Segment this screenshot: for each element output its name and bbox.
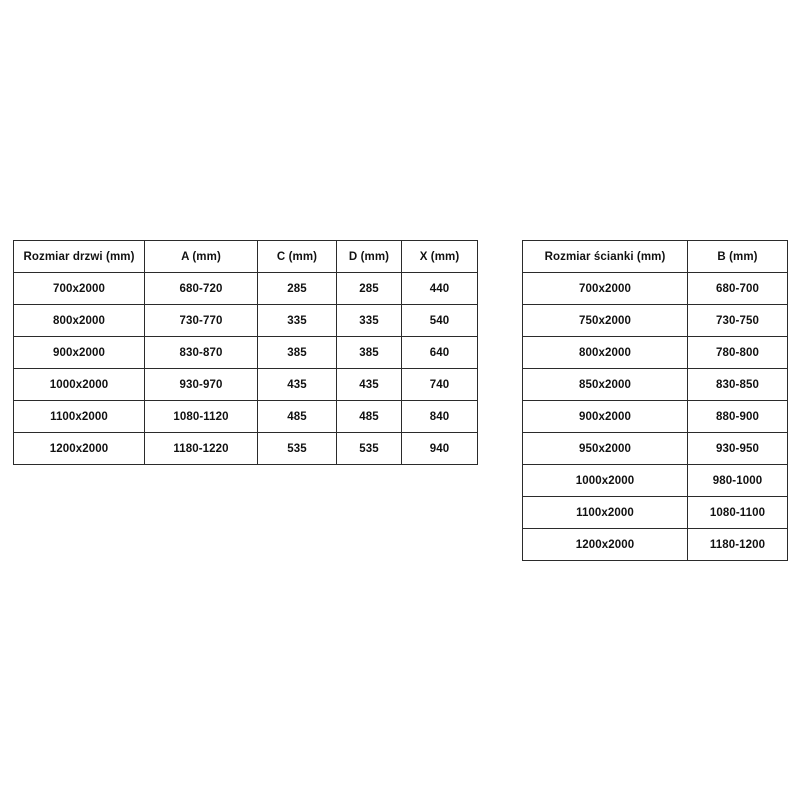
table-cell: 930-950 xyxy=(688,433,788,465)
table-row xyxy=(523,273,788,305)
table-cell: 680-700 xyxy=(688,273,788,305)
table-cell: 850x2000 xyxy=(523,369,688,401)
table-cell: 1080-1100 xyxy=(688,497,788,529)
table-row xyxy=(523,401,788,433)
table-row xyxy=(523,529,788,561)
table-row xyxy=(14,273,478,305)
table-cell: 750x2000 xyxy=(523,305,688,337)
table-cell: 1000x2000 xyxy=(14,369,145,401)
table-cell: 485 xyxy=(258,401,337,433)
table-row xyxy=(14,337,478,369)
table-cell: 980-1000 xyxy=(688,465,788,497)
wall-table-container xyxy=(522,240,788,561)
table-cell: 730-750 xyxy=(688,305,788,337)
table-cell: 680-720 xyxy=(145,273,258,305)
table-cell: 700x2000 xyxy=(523,273,688,305)
table-cell: 1200x2000 xyxy=(14,433,145,465)
doors-dimensions-table xyxy=(13,240,478,465)
table-cell: 640 xyxy=(402,337,478,369)
table-cell: 435 xyxy=(258,369,337,401)
column-header: D (mm) xyxy=(337,241,402,273)
table-cell: 800x2000 xyxy=(523,337,688,369)
doors-table-container xyxy=(13,240,478,465)
table-cell: 730-770 xyxy=(145,305,258,337)
table-cell: 285 xyxy=(258,273,337,305)
table-cell: 335 xyxy=(337,305,402,337)
table-cell: 900x2000 xyxy=(523,401,688,433)
column-header: C (mm) xyxy=(258,241,337,273)
table-cell: 880-900 xyxy=(688,401,788,433)
table-row xyxy=(523,369,788,401)
table-row xyxy=(523,337,788,369)
column-header: A (mm) xyxy=(145,241,258,273)
table-cell: 1100x2000 xyxy=(523,497,688,529)
table-cell: 1200x2000 xyxy=(523,529,688,561)
table-cell: 335 xyxy=(258,305,337,337)
table-cell: 840 xyxy=(402,401,478,433)
table-cell: 740 xyxy=(402,369,478,401)
table-cell: 700x2000 xyxy=(14,273,145,305)
table-cell: 1100x2000 xyxy=(14,401,145,433)
table-cell: 930-970 xyxy=(145,369,258,401)
table-cell: 940 xyxy=(402,433,478,465)
table-cell: 1180-1220 xyxy=(145,433,258,465)
table-cell: 440 xyxy=(402,273,478,305)
column-header: B (mm) xyxy=(688,241,788,273)
table-cell: 950x2000 xyxy=(523,433,688,465)
table-row xyxy=(14,401,478,433)
table-cell: 535 xyxy=(337,433,402,465)
column-header: Rozmiar ścianki (mm) xyxy=(523,241,688,273)
table-cell: 780-800 xyxy=(688,337,788,369)
table-cell: 540 xyxy=(402,305,478,337)
wall-dimensions-table xyxy=(522,240,788,561)
table-cell: 1080-1120 xyxy=(145,401,258,433)
table-cell: 900x2000 xyxy=(14,337,145,369)
table-row xyxy=(523,305,788,337)
table-row xyxy=(14,369,478,401)
table-cell: 385 xyxy=(337,337,402,369)
table-row xyxy=(523,433,788,465)
table-header-row xyxy=(523,241,788,273)
table-row xyxy=(523,497,788,529)
table-row xyxy=(14,433,478,465)
table-cell: 800x2000 xyxy=(14,305,145,337)
column-header: Rozmiar drzwi (mm) xyxy=(14,241,145,273)
table-cell: 285 xyxy=(337,273,402,305)
table-cell: 485 xyxy=(337,401,402,433)
table-cell: 435 xyxy=(337,369,402,401)
table-cell: 1000x2000 xyxy=(523,465,688,497)
table-header-row xyxy=(14,241,478,273)
table-cell: 830-850 xyxy=(688,369,788,401)
table-cell: 830-870 xyxy=(145,337,258,369)
table-row xyxy=(14,305,478,337)
table-cell: 535 xyxy=(258,433,337,465)
column-header: X (mm) xyxy=(402,241,478,273)
table-row xyxy=(523,465,788,497)
table-cell: 385 xyxy=(258,337,337,369)
table-cell: 1180-1200 xyxy=(688,529,788,561)
